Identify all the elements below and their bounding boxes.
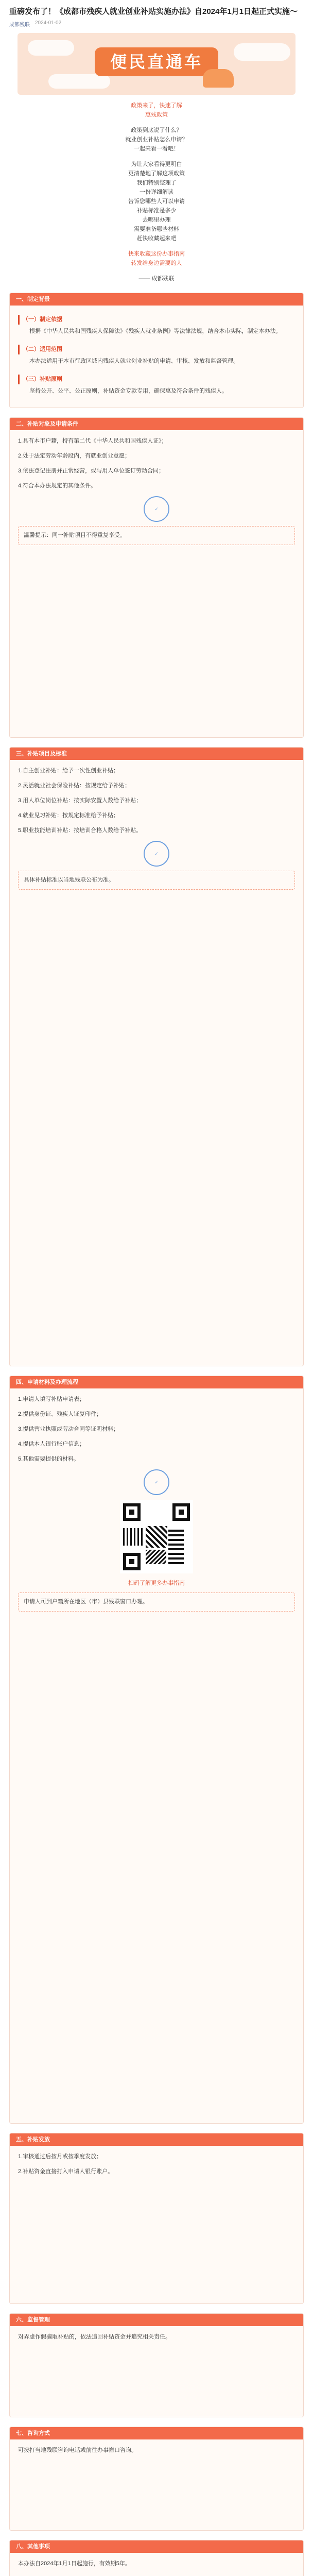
list-item: 4.就业见习补贴：按规定标准给予补贴； xyxy=(18,812,119,819)
poem-line: 为让大家看得更明白 xyxy=(131,161,182,167)
section-subsidy-standards xyxy=(9,747,304,1366)
poem-line: 更清楚地了解这项政策 xyxy=(128,171,185,177)
sub-label: （三）补贴原则 xyxy=(18,375,62,384)
section-heading: 七、咨询方式 xyxy=(10,2427,303,2439)
section-other xyxy=(9,2540,304,2576)
article-page xyxy=(0,6,313,2576)
stamp-icon: ✓ xyxy=(144,1469,169,1495)
intro-red-line: 惠残政策 xyxy=(145,112,168,118)
list-item: 3.依法登记注册并正常经营，或与用人单位签订劳动合同； xyxy=(18,468,165,474)
poem-line: 去哪里办理 xyxy=(142,217,171,223)
list-item: 2.灵活就业社会保险补贴：按规定给予补贴； xyxy=(18,783,131,789)
paragraph: 坚持公开、公平、公正原则，补贴资金专款专用，确保惠及符合条件的残疾人。 xyxy=(29,388,228,394)
qr-caption: 扫码了解更多办事指南 xyxy=(128,1580,185,1586)
list-item: 1.具有本市户籍，持有第二代《中华人民共和国残疾人证》； xyxy=(18,438,167,444)
list-item: 4.符合本办法规定的其他条件。 xyxy=(18,483,97,489)
list-item: 5.职业技能培训补贴：按培训合格人数给予补贴。 xyxy=(18,827,142,834)
poem-line: 补贴标准是多少 xyxy=(136,208,177,214)
sub-label: （二）适用范围 xyxy=(18,345,62,354)
paragraph: 根据《中华人民共和国残疾人保障法》《残疾人就业条例》等法律法规，结合本市实际，制定本办法。 xyxy=(29,328,282,334)
poem-signoff: —— 成都残联 xyxy=(138,276,175,282)
list-item: 4.提供本人银行账户信息； xyxy=(18,1441,85,1447)
stamp-icon: ✓ xyxy=(144,496,169,522)
list-item: 可拨打当地残联咨询电话或前往办事窗口咨询。 xyxy=(18,2447,137,2453)
list-item: 2.提供身份证、残疾人证复印件； xyxy=(18,1411,102,1417)
section-heading: 六、监督管理 xyxy=(10,2314,303,2326)
list-item: 对弄虚作假骗取补贴的，依法追回补贴资金并追究相关责任。 xyxy=(18,2334,171,2340)
section-heading: 三、补贴项目及标准 xyxy=(10,748,303,760)
article-date: 2024-01-02 xyxy=(35,20,62,26)
section-application xyxy=(9,1376,304,2124)
poem-block xyxy=(9,160,304,283)
article-meta xyxy=(9,20,304,28)
list-item: 本办法自2024年1月1日起施行，有效期5年。 xyxy=(18,2561,131,2567)
list-item: 3.用人单位岗位补贴：按实际安置人数给予补贴； xyxy=(18,798,142,804)
section-heading: 二、补贴对象及申请条件 xyxy=(10,418,303,430)
poem-line: 一份详细解读 xyxy=(140,189,173,195)
list-item: 5.其他需要提供的材料。 xyxy=(18,1456,80,1462)
banner-sign: 便民直通车 xyxy=(95,47,218,76)
tip-box: 温馨提示：同一补贴项目不得重复享受。 xyxy=(18,526,295,545)
list-item: 3.提供营业执照或劳动合同等证明材料； xyxy=(18,1426,119,1432)
stamp-icon: ✓ xyxy=(144,841,169,867)
list-item: 1.申请人填写补贴申请表； xyxy=(18,1396,85,1402)
intro-red-line: 政策来了，快速了解 xyxy=(131,103,182,109)
header-banner xyxy=(18,33,295,95)
section-payment xyxy=(9,2133,304,2304)
section-heading: 四、申请材料及办理流程 xyxy=(10,1376,303,1388)
section-supervision xyxy=(9,2313,304,2417)
poem-line: 需要准备哪些材料 xyxy=(134,226,179,232)
intro-block xyxy=(9,101,304,154)
poem-line: 赶快收藏起来吧 xyxy=(136,235,177,242)
section-heading: 八、其他事项 xyxy=(10,2540,303,2553)
sub-label: （一）制定依据 xyxy=(18,315,62,325)
section-consult xyxy=(9,2427,304,2531)
article-title: 重磅发布了！《成都市残疾人就业创业补贴实施办法》自2024年1月1日起正式实施～ xyxy=(9,7,298,16)
intro-line: 政策到底说了什么？ xyxy=(131,127,182,133)
section-heading: 一、制定背景 xyxy=(10,293,303,306)
list-item: 2.处于法定劳动年龄段内，有就业创业意愿； xyxy=(18,453,131,459)
list-item: 2.补贴资金直接打入申请人银行账户。 xyxy=(18,2168,114,2175)
article-source[interactable]: 成都残联 xyxy=(9,22,30,28)
paragraph: 本办法适用于本市行政区域内残疾人就业创业补贴的申请、审核、发放和监督管理。 xyxy=(29,358,239,364)
list-item: 1.自主创业补贴：给予一次性创业补贴； xyxy=(18,768,119,774)
tip-box: 申请人可到户籍所在地区（市）县残联窗口办理。 xyxy=(18,1592,295,1612)
qr-code[interactable] xyxy=(120,1500,193,1573)
mascot-icon xyxy=(203,69,234,88)
section-heading: 五、补贴发放 xyxy=(10,2133,303,2146)
list-item: 1.审核通过后按月或按季度发放； xyxy=(18,2154,102,2160)
intro-line: 一起来看一看吧！ xyxy=(134,146,179,152)
intro-line: 就业创业补贴怎么申请？ xyxy=(125,137,188,143)
section-background xyxy=(9,293,304,408)
poem-red-line: 快来收藏这份办事指南 xyxy=(128,251,185,257)
tip-box: 具体补贴标准以当地残联公布为准。 xyxy=(18,871,295,890)
section-eligibility xyxy=(9,417,304,738)
poem-red-line: 转发给身边需要的人 xyxy=(131,260,182,266)
poem-line: 我们特别整理了 xyxy=(136,180,177,186)
poem-line: 告诉您哪些人可以申请 xyxy=(128,198,185,205)
